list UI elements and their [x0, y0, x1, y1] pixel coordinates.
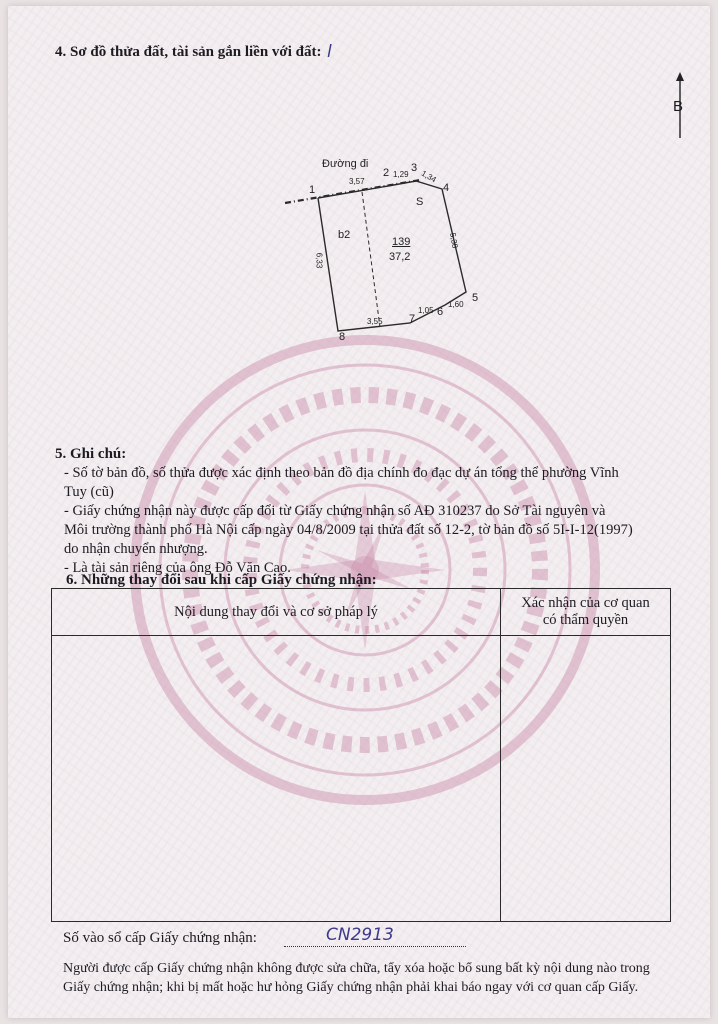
section4-heading: 4. Sơ đồ thửa đất, tài sản gắn liền với đất:	[55, 44, 322, 60]
changes-approval-cell	[501, 636, 671, 922]
dim-p2-p3: 1,29	[393, 170, 409, 179]
parcel-number: 139	[392, 236, 411, 248]
point-5: 5	[472, 292, 479, 304]
zone-b2: b2	[338, 229, 351, 241]
point-8: 8	[339, 331, 346, 343]
changes-content-cell	[52, 636, 501, 922]
changes-col-approval	[501, 589, 671, 636]
registry-number: CN2913	[326, 925, 394, 945]
zone-s: S	[416, 196, 424, 208]
approval-header-line-1: Xác nhận của cơ quan	[521, 595, 650, 611]
dim-top: 3,57	[349, 177, 365, 186]
note-line-2: Tuy (cũ)	[64, 484, 114, 500]
point-7: 7	[409, 313, 416, 325]
point-4: 4	[443, 182, 450, 194]
note-line-5: do nhận chuyển nhượng.	[64, 541, 208, 557]
road-label: Đường đi	[322, 158, 369, 170]
dim-left: 6,33	[314, 252, 324, 269]
dim-p6-p5: 1,60	[448, 300, 464, 309]
footer-line-2: Giấy chứng nhận; khi bị mất hoặc hư hỏng Giấy chứng nhận phải khai báo ngay với cơ quan cấp Giấy.	[63, 980, 639, 995]
registry-dotted-line	[284, 946, 466, 947]
section6-heading: 6. Những thay đổi sau khi cấp Giấy chứng nhận:	[66, 572, 377, 588]
point-1: 1	[309, 184, 316, 196]
note-line-6: - Là tài sản riêng của ông Đỗ Văn Cao.	[64, 560, 291, 576]
note-line-4: Môi trường thành phố Hà Nội cấp ngày 04/8/2009 tại thửa đất số 12-2, tờ bản đồ số 5I-I-12(1997)	[64, 522, 633, 538]
point-2: 2	[383, 167, 390, 179]
parcel-area: 37,2	[389, 251, 411, 263]
point-6: 6	[437, 306, 444, 318]
dim-p3-p4: 1,34	[419, 168, 438, 185]
approval-header-line-2: có thẩm quyền	[542, 612, 629, 628]
changes-col-content: Nội dung thay đổi và cơ sở pháp lý	[52, 589, 501, 636]
dim-p7-p6: 1,05	[418, 306, 434, 315]
changes-table	[51, 588, 671, 922]
dim-bottom: 3,55	[367, 317, 383, 326]
dim-right: 5,38	[448, 232, 460, 249]
footer-line-1: Người được cấp Giấy chứng nhận không được sửa chữa, tẩy xóa hoặc bổ sung bất kỳ nội dung nào trong	[63, 961, 650, 976]
north-label: B	[673, 98, 684, 115]
handwritten-mark: l	[327, 42, 332, 62]
note-line-1: - Số tờ bản đồ, số thửa được xác định theo bản đồ địa chính đo đạc dự án tổng thể phường Vĩnh	[64, 465, 619, 481]
section5-heading: 5. Ghi chú:	[55, 446, 127, 462]
note-line-3: - Giấy chứng nhận này được cấp đổi từ Giấy chứng nhận số AĐ 310237 do Sở Tài nguyên và	[64, 503, 606, 519]
registry-label: Số vào sổ cấp Giấy chứng nhận:	[63, 930, 257, 946]
point-3: 3	[411, 162, 418, 174]
